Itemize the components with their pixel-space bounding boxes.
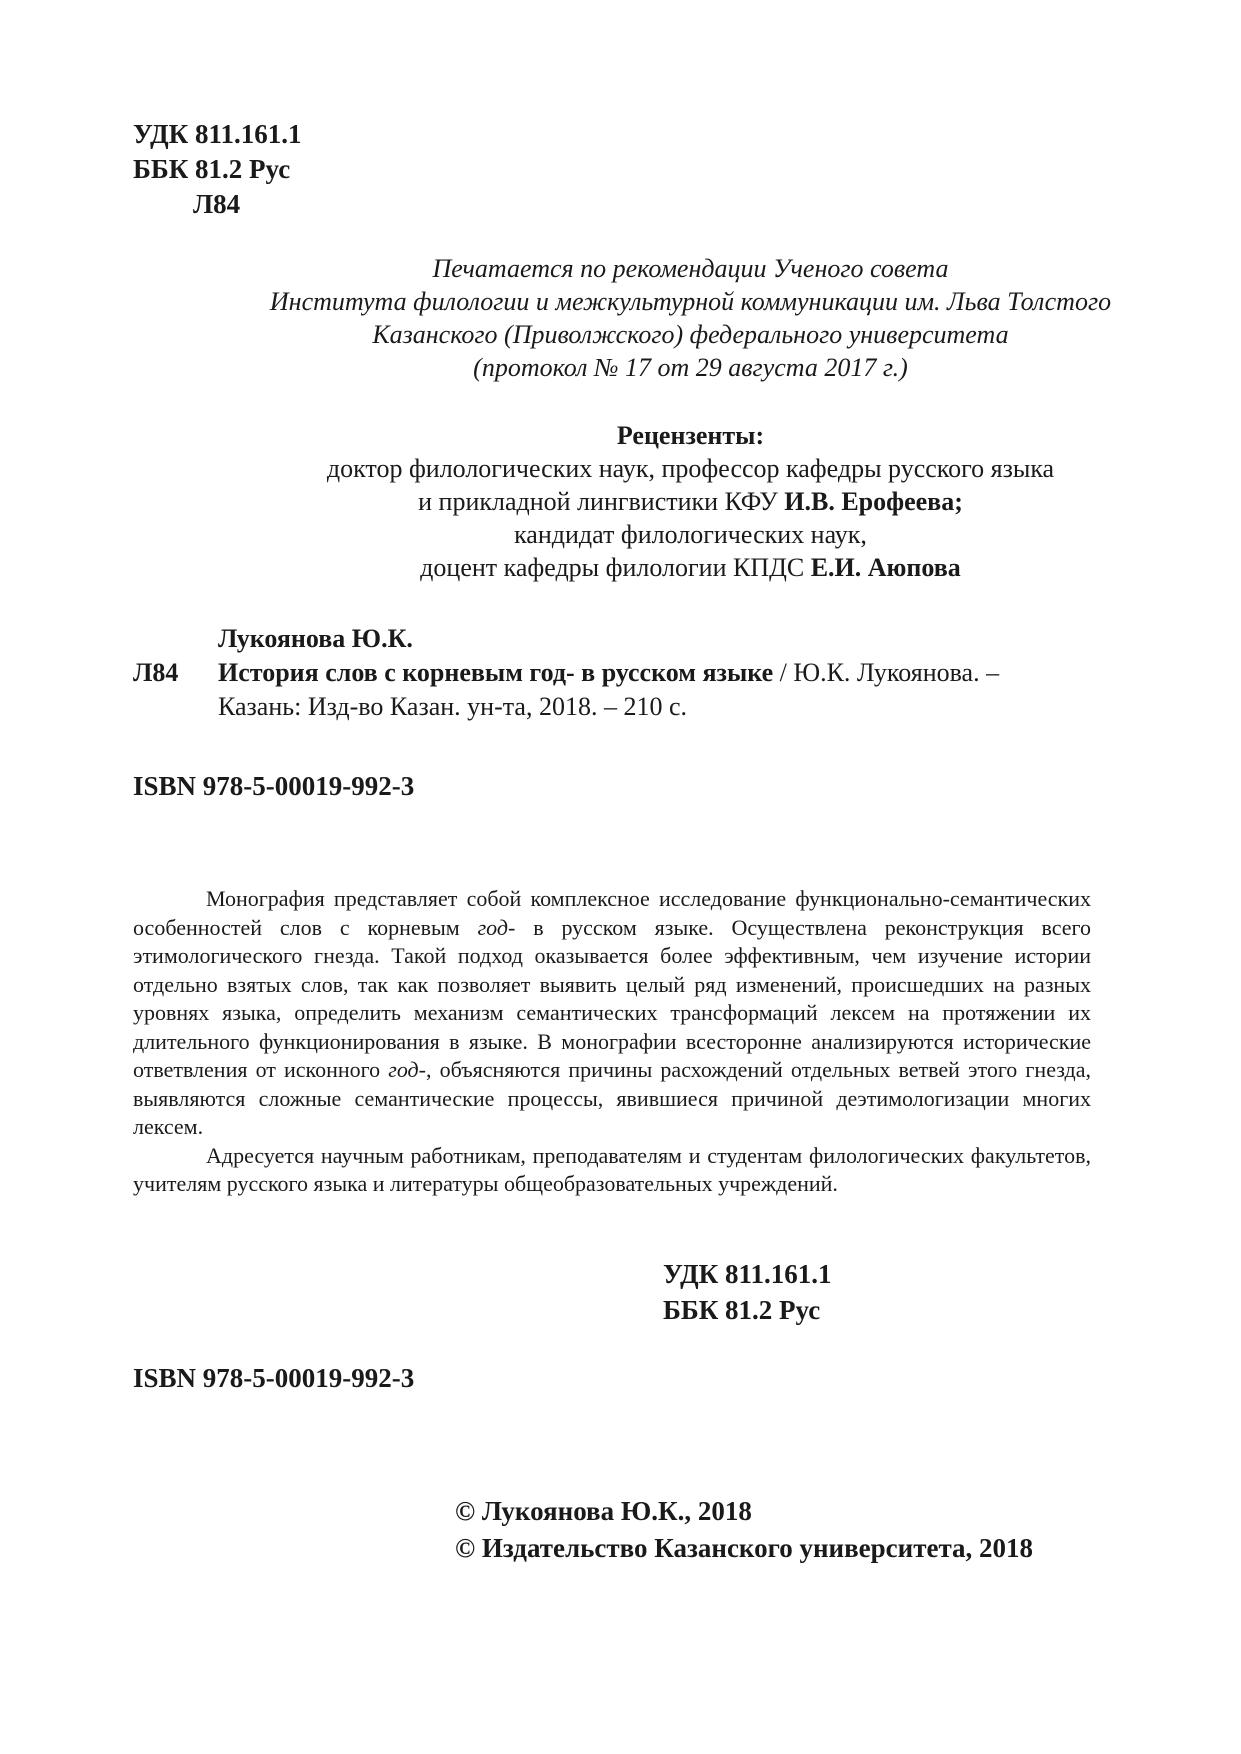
reviewer-2-name: Е.И. Аюпова — [810, 553, 961, 582]
reviewer-line-3: кандидат филологических наук, — [514, 520, 867, 549]
classification-codes-top — [133, 117, 302, 222]
isbn-top: ISBN 978-5-00019-992-3 — [133, 771, 415, 801]
abstract-root-term: год- — [477, 914, 516, 940]
abstract-p1-part-c: , объясняются причины расхождений отдельных ветвей этого гнезда, выявляются сложные семантические процессы, явившиеся причиной деэтимологизации многих лексем. — [133, 1057, 1091, 1139]
author-mark: Л84 — [193, 189, 241, 219]
reviewer-line-1: доктор филологических наук, профессор кафедры русского языка — [326, 454, 1055, 483]
biblio-title-row — [133, 656, 1123, 690]
reviewer-2-affiliation: доцент кафедры филологии КПДС — [420, 553, 811, 582]
reviewer-1-affiliation: и прикладной лингвистики КФУ — [418, 487, 785, 516]
reviewer-line-4 — [140, 551, 1241, 584]
bibliographic-record — [133, 622, 1123, 724]
udk-code: УДК 811.161.1 — [133, 119, 302, 149]
biblio-title: История слов с корневым год- в русском языке — [218, 658, 774, 687]
copyright-block — [455, 1493, 1033, 1567]
reviewers-block — [0, 419, 1241, 584]
copyright-author: © Лукоянова Ю.К., 2018 — [455, 1496, 752, 1526]
abstract-root-term: год- — [388, 1057, 426, 1082]
copyright-publisher: © Издательство Казанского университета, 2018 — [455, 1533, 1034, 1563]
isbn-bottom: ISBN 978-5-00019-992-3 — [133, 1363, 415, 1393]
abstract-paragraph-1 — [133, 885, 1091, 1142]
bbk-code: ББК 81.2 Рус — [663, 1295, 821, 1325]
approval-line-1: Печатается по рекомендации Ученого совета — [432, 254, 949, 283]
abstract-p1-part-b: в русском языке. Осуществлена реконструкция всего этимологического гнезда. Такой подход оказывается более эффективным, чем изучение истории отдельно взятых слов, так как позволяет выявить целый ряд изменений, происшедших на разных уровнях языка, определить механизм семантических трансформаций лексем на протяжении их длительного функционирования в языке. В монографии всесторонне анализируются исторические ответвления от исконного — [133, 914, 1091, 1082]
abstract-p1-part-a: Монография представляет собой комплексное исследование функционально-семантических особенностей слов с корневым — [133, 886, 1091, 940]
reviewer-1-name: И.В. Ерофеева; — [784, 487, 963, 516]
abstract — [133, 885, 1091, 1199]
classification-codes-bottom — [663, 1256, 832, 1328]
udk-code: УДК 811.161.1 — [663, 1259, 832, 1289]
abstract-paragraph-2: Адресуется научным работникам, преподавателям и студентам филологических факультетов, учителям русского языка и литературы общеобразовательных учреждений. — [133, 1142, 1091, 1196]
reviewer-line-2 — [140, 485, 1241, 518]
biblio-title-line — [218, 656, 999, 690]
bbk-code: ББК 81.2 Рус — [133, 154, 291, 184]
approval-line-4: (протокол № 17 от 29 августа 2017 г.) — [473, 353, 908, 382]
publication-approval — [0, 252, 1241, 384]
biblio-author: Лукоянова Ю.К. — [218, 624, 413, 653]
approval-line-3: Казанского (Приволжского) федерального университета — [372, 320, 1009, 349]
biblio-responsibility: / Ю.К. Лукоянова. – — [773, 658, 1000, 687]
reviewers-heading: Рецензенты: — [616, 421, 765, 450]
biblio-imprint: Казань: Изд-во Казан. ун-та, 2018. – 210 с. — [218, 692, 688, 721]
approval-line-2: Института филологии и межкультурной коммуникации им. Льва Толстого — [269, 287, 1112, 316]
biblio-code: Л84 — [133, 658, 179, 687]
